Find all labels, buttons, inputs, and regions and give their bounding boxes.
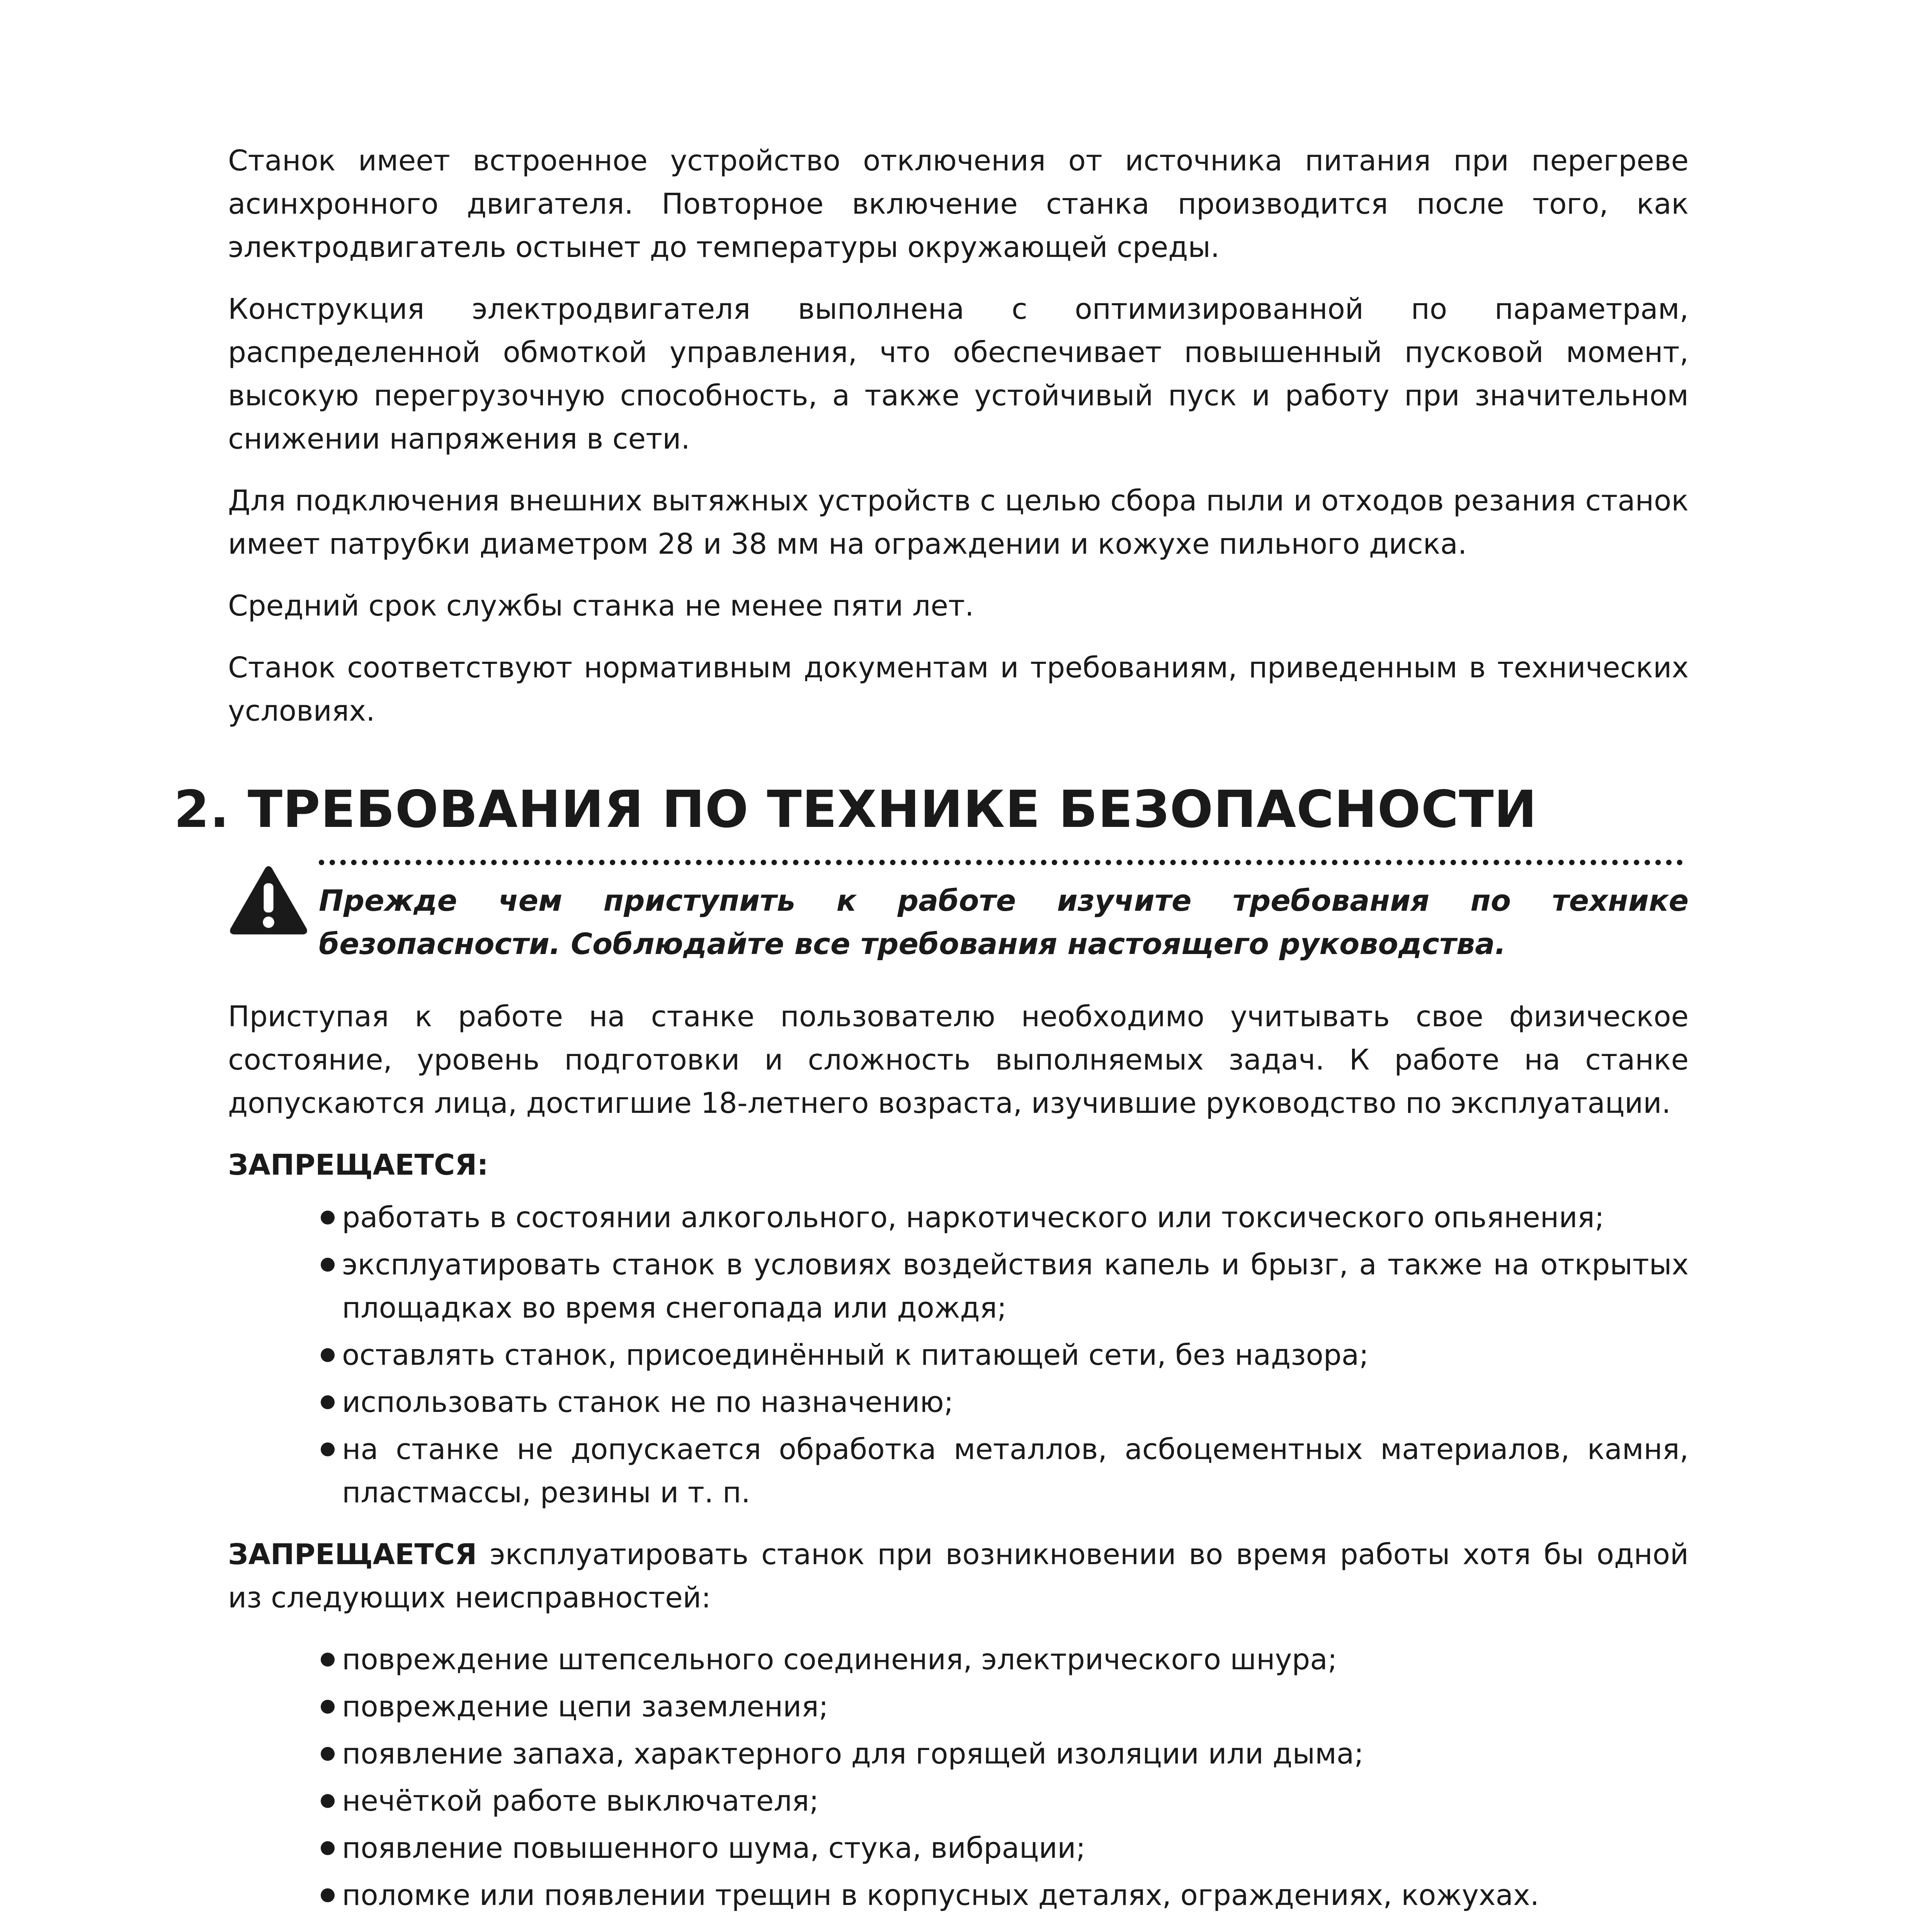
bullet-icon xyxy=(321,1653,335,1667)
bullet-icon xyxy=(321,1348,335,1362)
intro-paragraph: Для подключения внешних вытяжных устройств с целью сбора пыли и отходов резания станок имеет патрубки диаметром 28 и 38 мм на ограждении и кожухе пильного диска. xyxy=(228,484,1689,561)
list-item xyxy=(321,1243,1689,1330)
list-item-text: на станке не допускается обработка металлов, асбоцементных материалов, камня, пластмассы, резины и т. п. xyxy=(342,1433,1689,1509)
bullet-icon xyxy=(321,1211,335,1225)
dotted-divider xyxy=(319,860,1683,865)
list-item-text: эксплуатировать станок в условиях воздействия капель и брызг, а также на открытых площадках во время снегопада или дождя; xyxy=(342,1248,1689,1325)
list-item-text: появление запаха, характерного для горящей изоляции или дыма; xyxy=(342,1737,1364,1770)
list-item-text: нечёткой работе выключателя; xyxy=(342,1784,819,1818)
faults-intro xyxy=(228,1533,1689,1619)
list-item xyxy=(321,1874,1689,1917)
faults-list xyxy=(228,1638,1689,1917)
bullet-icon xyxy=(321,1395,335,1409)
list-item-text: работать в состоянии алкогольного, наркотического или токсического опьянения; xyxy=(342,1201,1604,1234)
list-item xyxy=(321,1732,1689,1776)
list-item xyxy=(321,1381,1689,1424)
bullet-icon xyxy=(321,1888,335,1902)
list-item xyxy=(321,1779,1689,1823)
intro-section xyxy=(228,139,1689,751)
user-paragraph: Приступая к работе на станке пользователю необходимо учитывать свое физическое состояние, уровень подготовки и сложность выполняемых задач. К работе на станке допускаются лица, достигшие 18-летнего возраста, изучившие руководство по эксплуатации. xyxy=(228,1000,1689,1120)
intro-paragraph: Станок соответствуют нормативным документам и требованиям, приведенным в технических условиях. xyxy=(228,651,1689,728)
warning-triangle-icon xyxy=(228,864,309,937)
intro-paragraph: Станок имеет встроенное устройство отключения от источника питания при перегреве асинхронного двигателя. Повторное включение станка производится после того, как электродвигатель остынет до температуры окружающей среды. xyxy=(228,144,1689,264)
section-heading: 2. ТРЕБОВАНИЯ ПО ТЕХНИКЕ БЕЗОПАСНОСТИ xyxy=(174,780,1537,839)
list-item-text: появление повышенного шума, стука, вибрации; xyxy=(342,1832,1086,1865)
prohibited-label: ЗАПРЕЩАЕТСЯ: xyxy=(228,1148,488,1182)
bullet-icon xyxy=(321,1794,335,1808)
warning-text: Прежде чем приступить к работе изучите требования по технике безопасности. Соблюдайте все требования настоящего руководства. xyxy=(319,883,1689,961)
bullet-icon xyxy=(321,1258,335,1272)
list-item-text: оставлять станок, присоединённый к питающей сети, без надзора; xyxy=(342,1338,1369,1372)
list-item-text: использовать станок не по назначению; xyxy=(342,1386,954,1419)
warning-block xyxy=(228,860,1689,995)
faults-intro-text: эксплуатировать станок при возникновении во время работы хотя бы одной из следующих неисправностей: xyxy=(228,1538,1689,1614)
intro-paragraph: Средний срок службы станка не менее пяти лет. xyxy=(228,589,974,622)
list-item-text: поломке или появлении трещин в корпусных деталях, ограждениях, кожухах. xyxy=(342,1879,1539,1912)
bullet-icon xyxy=(321,1841,335,1855)
faults-intro-bold: ЗАПРЕЩАЕТСЯ xyxy=(228,1538,477,1571)
list-item xyxy=(321,1685,1689,1728)
bullet-icon xyxy=(321,1442,335,1456)
list-item xyxy=(321,1638,1689,1681)
list-item-text: повреждение цепи заземления; xyxy=(342,1690,828,1723)
list-item xyxy=(321,1428,1689,1514)
bullet-icon xyxy=(321,1700,335,1714)
intro-paragraph: Конструкция электродвигателя выполнена с оптимизированной по параметрам, распределенной обмоткой управления, что обеспечивает повышенный пусковой момент, высокую перегрузочную способность, а также устойчивый пуск и работу при значительном снижении напряжения в сети. xyxy=(228,293,1689,456)
list-item xyxy=(321,1333,1689,1377)
prohibited-list xyxy=(228,1196,1689,1514)
bullet-icon xyxy=(321,1747,335,1761)
list-item xyxy=(321,1196,1689,1239)
safety-section xyxy=(228,995,1689,1932)
list-item xyxy=(321,1827,1689,1870)
list-item-text: повреждение штепсельного соединения, электрического шнура; xyxy=(342,1643,1337,1676)
